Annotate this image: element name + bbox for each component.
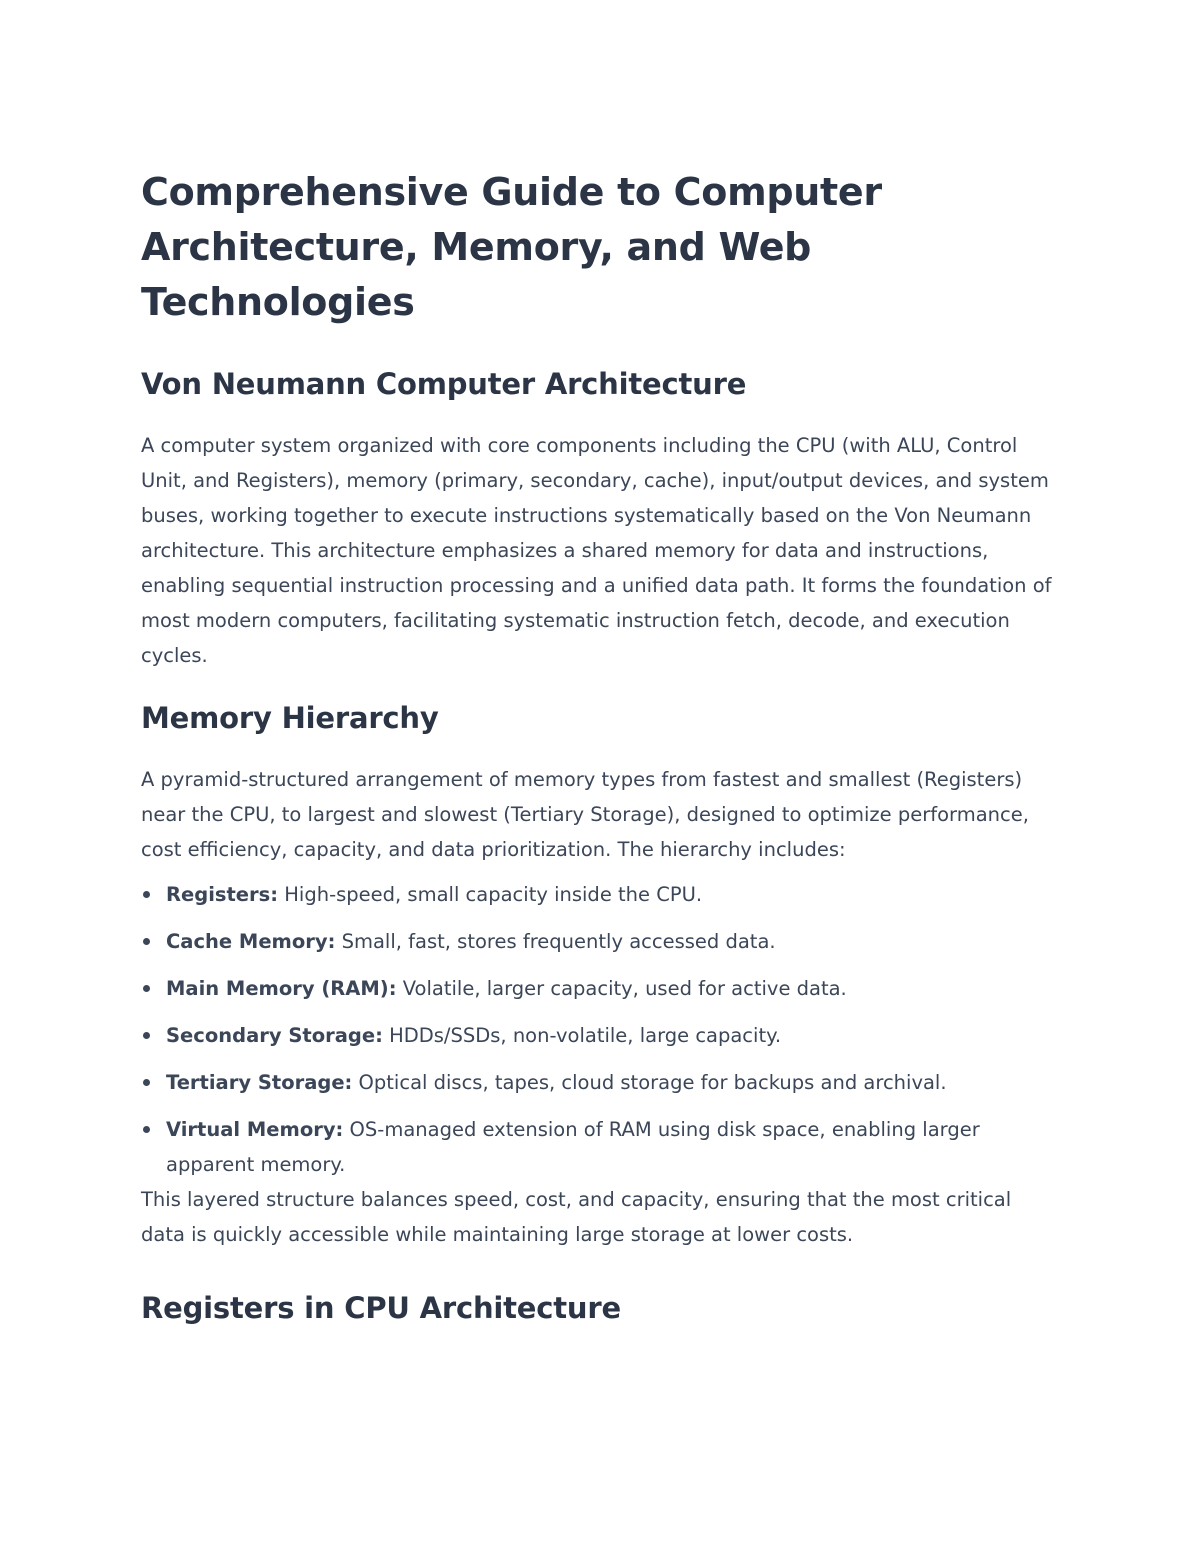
bullet-icon bbox=[143, 938, 150, 945]
list-item-term: Virtual Memory: bbox=[166, 1118, 344, 1141]
list-item bbox=[141, 1018, 1060, 1053]
section-paragraph-memory-hierarchy: A pyramid-structured arrangement of memory types from fastest and smallest (Registers) near the CPU, to largest and slowest (Tertiary Storage), designed to optimize performance, cost efficiency, capacity, and data prioritization. The hierarchy includes: bbox=[141, 768, 1029, 861]
section-closing-memory-hierarchy: This layered structure balances speed, cost, and capacity, ensuring that the most critical data is quickly accessible while maintaining large storage at lower costs. bbox=[141, 1188, 1012, 1246]
list-item bbox=[141, 1065, 1060, 1100]
list-item-term: Secondary Storage: bbox=[166, 1024, 383, 1047]
memory-hierarchy-list bbox=[141, 877, 1060, 1182]
bullet-icon bbox=[143, 1032, 150, 1039]
section-heading-memory-hierarchy: Memory Hierarchy bbox=[141, 701, 439, 735]
section-heading-von-neumann: Von Neumann Computer Architecture bbox=[141, 367, 747, 401]
bullet-icon bbox=[143, 985, 150, 992]
list-item-text: Volatile, larger capacity, used for active data. bbox=[396, 977, 847, 1000]
bullet-icon bbox=[143, 1079, 150, 1086]
list-item-text: High-speed, small capacity inside the CPU. bbox=[278, 883, 703, 906]
list-item-term: Registers: bbox=[166, 883, 279, 906]
list-item bbox=[141, 924, 1060, 959]
list-item-text: Optical discs, tapes, cloud storage for backups and archival. bbox=[352, 1071, 947, 1094]
document-title: Comprehensive Guide to Computer Architecture, Memory, and Web Technologies bbox=[141, 170, 882, 324]
list-item-term: Main Memory (RAM): bbox=[166, 977, 397, 1000]
list-item bbox=[141, 877, 1060, 912]
list-item bbox=[141, 971, 1060, 1006]
list-item-text: HDDs/SSDs, non-volatile, large capacity. bbox=[382, 1024, 782, 1047]
list-item bbox=[141, 1112, 1060, 1182]
list-item-term: Tertiary Storage: bbox=[166, 1071, 353, 1094]
list-item-term: Cache Memory: bbox=[166, 930, 336, 953]
section-heading-registers: Registers in CPU Architecture bbox=[141, 1291, 621, 1325]
section-paragraph-von-neumann: A computer system organized with core components including the CPU (with ALU, Control Unit, and Registers), memory (primary, secondary, cache), input/output devices, and system buses, working together to execute instructions systematically based on the Von Neumann architecture. This architecture emphasizes a shared memory for data and instructions, enabling sequential instruction processing and a unified data path. It forms the foundation of most modern computers, facilitating systematic instruction fetch, decode, and execution cycles. bbox=[141, 434, 1052, 667]
bullet-icon bbox=[143, 1126, 150, 1133]
bullet-icon bbox=[143, 891, 150, 898]
list-item-text: Small, fast, stores frequently accessed data. bbox=[335, 930, 776, 953]
list-item-text: OS-managed extension of RAM using disk space, enabling larger apparent memory. bbox=[166, 1118, 980, 1176]
